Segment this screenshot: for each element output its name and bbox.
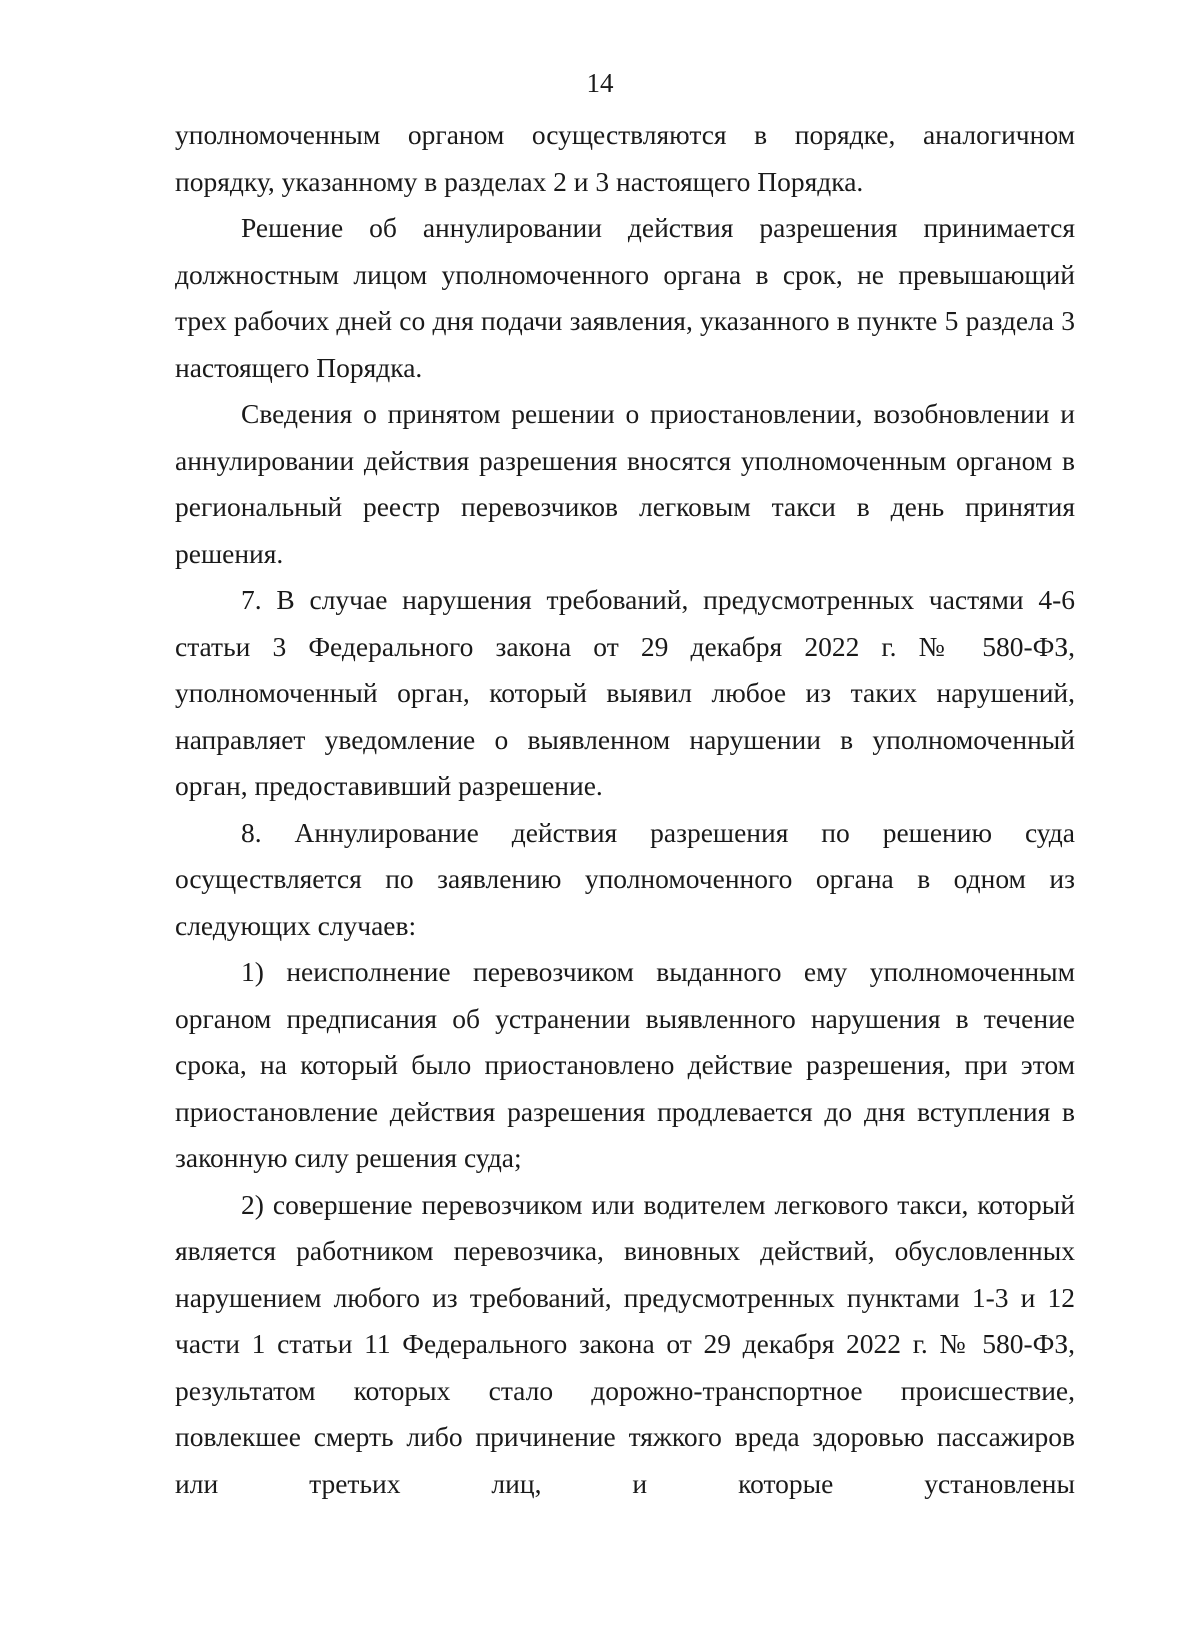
paragraph-registry-info: Сведения о принятом решении о приостановлении, возобновлении и аннулировании действия разрешения вносятся уполномоченным органом в региональный реестр перевозчиков легковым такси в день принятия решения. — [175, 398, 1075, 569]
paragraph-subitem-2: 2) совершение перевозчиком или водителем легкового такси, который является работником перевозчика, виновных действий, обусловленных нарушением любого из требований, предусмотренных пунктами 1-3 и 12 части 1 статьи 11 Федерального закона от 29 декабря 2022 г. № 580-ФЗ, результатом которых стало дорожно-транспортное происшествие, повлекшее смерть либо причинение тяжкого вреда здоровью пассажиров или третьих лиц, и которые установлены — [175, 1188, 1075, 1499]
paragraph-annulment-decision: Решение об аннулировании действия разрешения принимается должностным лицом уполномоченного органа в срок, не превышающий трех рабочих дней со дня подачи заявления, указанного в пункте 5 раздела 3 настоящего Порядка. — [175, 212, 1075, 383]
paragraph-subitem-1: 1) неисполнение перевозчиком выданного ему уполномоченным органом предписания об устранении выявленного нарушения в течение срока, на который было приостановлено действие разрешения, при этом приостановление действия разрешения продлевается до дня вступления в законную силу решения суда; — [175, 956, 1075, 1173]
paragraph-item-8: 8. Аннулирование действия разрешения по решению суда осуществляется по заявлению уполномоченного органа в одном из следующих случаев: — [175, 816, 1075, 941]
paragraph-continuation: уполномоченным органом осуществляются в порядке, аналогичном порядку, указанному в разделах 2 и 3 настоящего Порядка. — [175, 119, 1075, 197]
paragraph-item-7: 7. В случае нарушения требований, предусмотренных частями 4-6 статьи 3 Федерального закона от 29 декабря 2022 г. № 580-ФЗ, уполномоченный орган, который выявил любое из таких нарушений, направляет уведомление о выявленном нарушении в уполномоченный орган, предоставивший разрешение. — [175, 584, 1075, 801]
document-body — [175, 112, 1075, 1507]
page-number: 14 — [586, 68, 614, 98]
